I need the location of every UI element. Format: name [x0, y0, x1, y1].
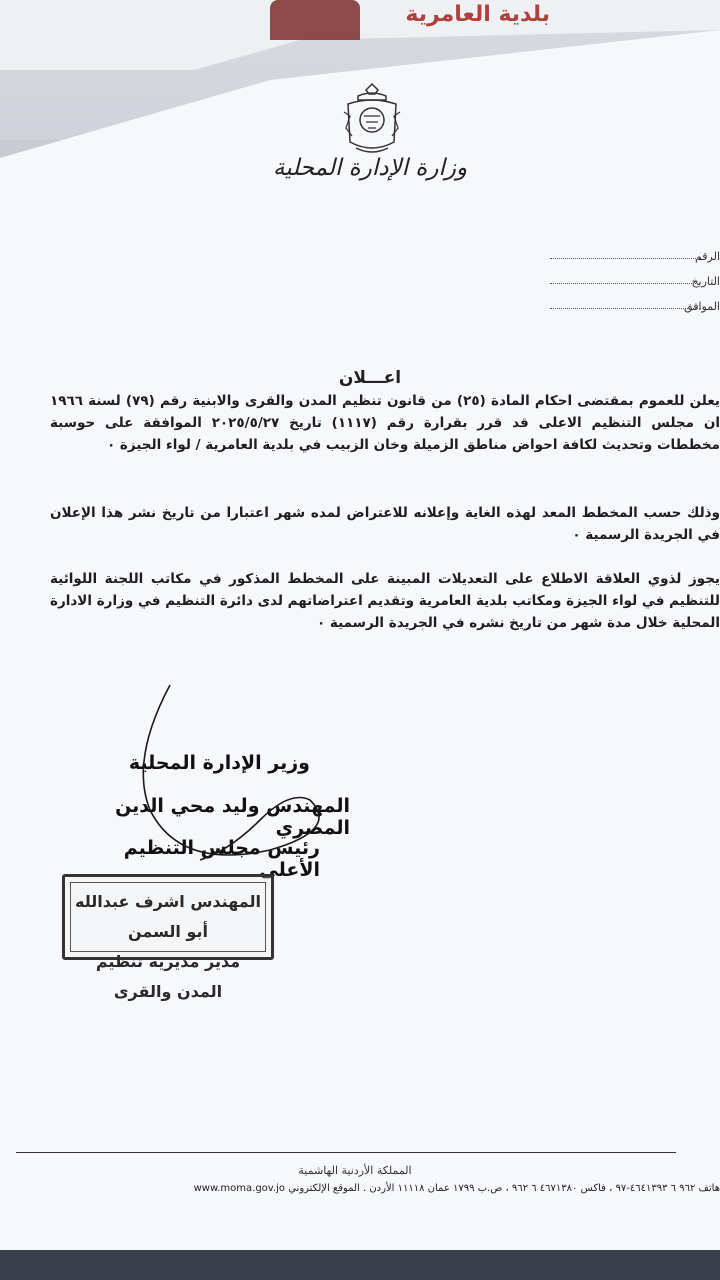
- footer-divider: [16, 1152, 676, 1153]
- ref-date-line: [550, 263, 720, 288]
- announcement-paragraph-2: وذلك حسب المخطط المعد لهذه الغاية وإعلانه للاعتراض لمده شهر اعتبارا من تاريخ نشر هذا الإعلان في الجريدة الرسمية ٠: [50, 505, 720, 543]
- announcement-title: اعـــلان: [338, 368, 402, 388]
- coat-of-arms-icon: [340, 82, 404, 158]
- ref-date-label: التاريخ: [691, 275, 720, 288]
- ref-number-line: [550, 238, 720, 263]
- footer-contact: [60, 1183, 720, 1194]
- signatory-council: رئيس مجلس التنظيم الأعلى: [123, 837, 320, 881]
- stamp-line-2: مدير مديرية تنظيم المدن والقرى: [95, 952, 241, 1001]
- photo-bottom-background: [0, 1250, 720, 1280]
- footer-contact-text: هاتف ٩٦٢ ٦ ٤٦٤١٣٩٣-٩٧ ، فاكس ٤٦٧١٣٨٠ ٦ ٩٦٢ ، ص.ب ١٧٩٩ عمان ١١١١٨ الأردن . الموقع الإلكتروني: [288, 1183, 720, 1194]
- signatory-name: المهندس وليد محي الدين المصري: [115, 795, 350, 839]
- official-stamp: [62, 874, 274, 1001]
- ref-corresponding-line: [550, 288, 720, 313]
- ref-number-label: الرقم: [694, 250, 720, 263]
- document-page: [0, 30, 720, 1262]
- stamp-line-1: المهندس اشرف عبدالله أبو السمن: [75, 892, 261, 941]
- ministry-name: وزارة الإدارة المحلية: [272, 155, 468, 181]
- background-header-text: بلدية العامرية: [405, 2, 550, 27]
- reference-fields: [550, 238, 720, 313]
- signatory-position: وزير الإدارة المحلية: [128, 752, 310, 774]
- footer-kingdom: المملكة الأردنية الهاشمية: [298, 1164, 412, 1177]
- announcement-paragraph-1: يعلن للعموم بمقتضى احكام المادة (٢٥) من قانون تنظيم المدن والقرى والابنية رقم (٧٩) لسنة ١٩٦٦ ان مجلس التنظيم الاعلى قد قرر بقرارة رقم (١١١٧) تاريخ ٢٠٢٥/٥/٢٧ الموافقة على حوسبة مخططات وتحديث لكافة احواض مناطق الزميلة وخان الزبيب في بلدية العامرية / لواء الجيزة ٠: [50, 393, 720, 453]
- footer-website-link[interactable]: www.moma.gov.jo: [193, 1183, 286, 1194]
- background-logo: [270, 0, 360, 40]
- announcement-paragraph-3: يجوز لذوي العلاقة الاطلاع على التعديلات المبينة على المخطط المذكور في مكاتب اللجنة اللوائية للتنظيم في لواء الجيزة ومكاتب بلدية العامرية وتقديم اعتراضاتهم لدى دائرة التنظيم في وزارة الادارة المحلية خلال مدة شهر من تاريخ نشره في الجريدة الرسمية ٠: [50, 571, 720, 631]
- ref-corresponding-label: الموافق: [684, 300, 720, 313]
